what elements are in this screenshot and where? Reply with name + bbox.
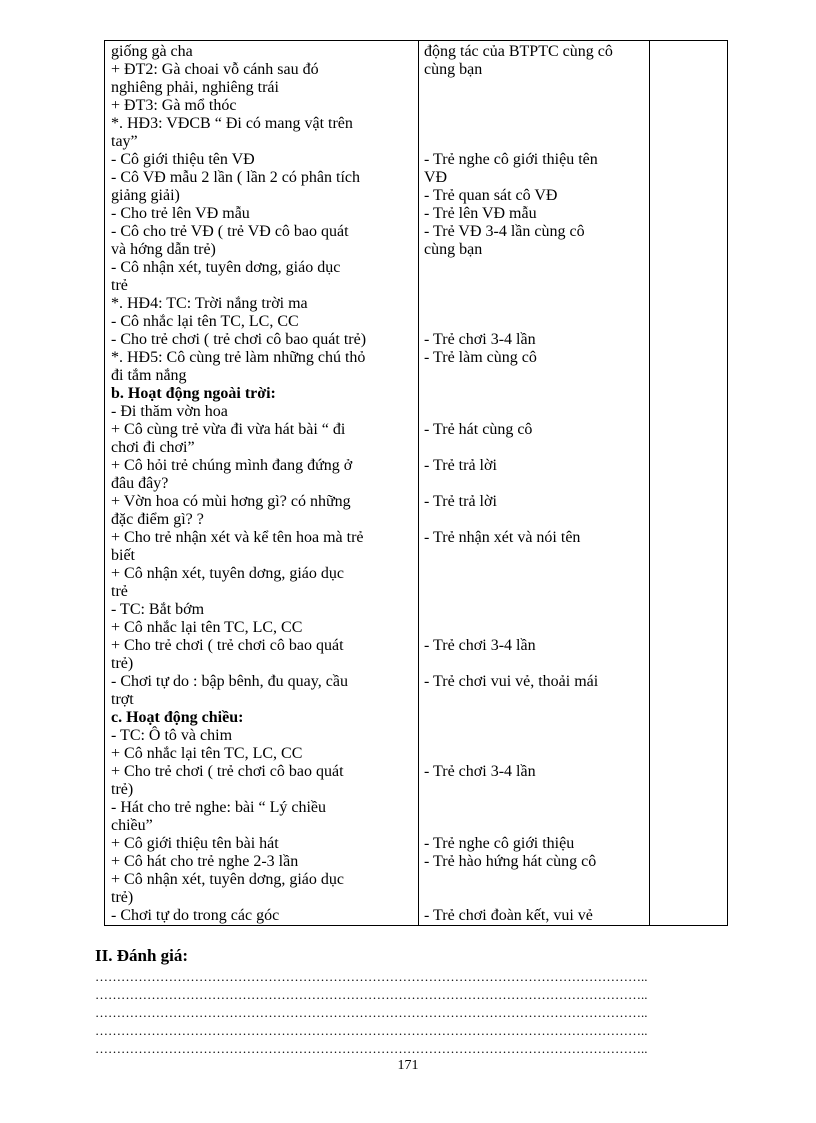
activity-line: trẻ) (111, 781, 134, 798)
activity-line: + Vờn hoa có mùi hơng gì? có những (111, 493, 351, 510)
child-activity-line: VĐ (424, 169, 448, 186)
activity-line: - Đi thăm vờn hoa (111, 403, 228, 420)
child-activity-line: cùng bạn (424, 61, 483, 78)
child-activity-line: - Trẻ VĐ 3-4 lần cùng cô (424, 223, 585, 240)
child-activity-line: - Trẻ làm cùng cô (424, 349, 537, 366)
activity-line: *. HĐ4: TC: Trời nắng trời ma (111, 295, 308, 312)
activity-line: đâu đây? (111, 475, 169, 492)
child-activity-line: - Trẻ lên VĐ mẫu (424, 205, 537, 222)
child-activities-column (418, 41, 650, 925)
child-activity-line: - Trẻ chơi đoàn kết, vui vẻ (424, 907, 593, 924)
child-activity-line: cùng bạn (424, 241, 483, 258)
activity-line: + Cho trẻ nhận xét và kể tên hoa mà trẻ (111, 529, 364, 546)
dotted-line: ……………………………………………………………………………………………………………….. (95, 1024, 648, 1038)
activity-line: giống gà cha (111, 43, 193, 60)
activity-line: + Cô nhận xét, tuyên dơng, giáo dục (111, 871, 344, 888)
activity-line: - Cô nhắc lại tên TC, LC, CC (111, 313, 299, 330)
activity-line: trẻ (111, 277, 128, 294)
activity-line: + Cô nhận xét, tuyên dơng, giáo dục (111, 565, 344, 582)
child-activity-line: - Trẻ trả lời (424, 493, 497, 510)
activity-line: chơi đi chơi” (111, 439, 195, 456)
activity-line: c. Hoạt động chiều: (111, 709, 244, 726)
activity-line: - TC: Bắt bớm (111, 601, 205, 618)
activity-line: - Cô cho trẻ VĐ ( trẻ VĐ cô bao quát (111, 223, 349, 240)
child-activity-line: - Trẻ chơi 3-4 lần (424, 763, 536, 780)
activity-line: + Cho trẻ chơi ( trẻ chơi cô bao quát (111, 763, 344, 780)
activities-column (105, 41, 419, 925)
activity-line: - Cho trẻ chơi ( trẻ chơi cô bao quát trẻ) (111, 331, 367, 348)
activity-line: + Cho trẻ chơi ( trẻ chơi cô bao quát (111, 637, 344, 654)
dotted-line: ……………………………………………………………………………………………………………….. (95, 1006, 648, 1020)
activity-line: - Cô nhận xét, tuyên dơng, giáo dục (111, 259, 341, 276)
activity-line: + Cô nhắc lại tên TC, LC, CC (111, 745, 303, 762)
child-activity-line: - Trẻ nghe cô giới thiệu (424, 835, 575, 852)
activity-line: trẻ) (111, 655, 134, 672)
activity-line: + Cô cùng trẻ vừa đi vừa hát bài “ đi (111, 421, 346, 438)
activity-line: - Cho trẻ lên VĐ mẫu (111, 205, 250, 222)
activity-line: nghiêng phải, nghiêng trái (111, 79, 279, 96)
child-activity-line: - Trẻ hát cùng cô (424, 421, 533, 438)
child-activity-line: - Trẻ hào hứng hát cùng cô (424, 853, 597, 870)
child-activity-line: - Trẻ nghe cô giới thiệu tên (424, 151, 598, 168)
activity-line: - Chơi tự do : bập bênh, đu quay, cầu (111, 673, 348, 690)
activity-line: *. HĐ5: Cô cùng trẻ làm những chú thỏ (111, 349, 366, 366)
activity-line: biết (111, 547, 135, 564)
activity-line: - Hát cho trẻ nghe: bài “ Lý chiều (111, 799, 327, 816)
child-activity-line: - Trẻ trả lời (424, 457, 497, 474)
activity-line: *. HĐ3: VĐCB “ Đi có mang vật trên (111, 115, 353, 132)
child-activity-line: - Trẻ chơi 3-4 lần (424, 637, 536, 654)
activity-line: + ĐT3: Gà mổ thóc (111, 97, 237, 114)
activity-line: - Chơi tự do trong các góc (111, 907, 280, 924)
activity-line: - TC: Ô tô và chim (111, 727, 233, 744)
dotted-line: ……………………………………………………………………………………………………………….. (95, 988, 648, 1002)
activity-line: giảng giải) (111, 187, 180, 204)
child-activity-line: - Trẻ chơi vui vẻ, thoải mái (424, 673, 599, 690)
page-number: 171 (397, 1058, 419, 1073)
activity-line: trẻ (111, 583, 128, 600)
activity-line: + Cô giới thiệu tên bài hát (111, 835, 279, 852)
activity-line: - Cô giới thiệu tên VĐ (111, 151, 255, 168)
child-activity-line: - Trẻ quan sát cô VĐ (424, 187, 558, 204)
child-activity-line: - Trẻ nhận xét và nói tên (424, 529, 581, 546)
lesson-plan-table (104, 40, 728, 926)
activity-line: + Cô hỏi trẻ chúng mình đang đứng ở (111, 457, 353, 474)
activity-line: đặc điểm gì? ? (111, 511, 204, 528)
activity-line: và hớng dẫn trẻ) (111, 241, 216, 258)
child-activity-line: - Trẻ chơi 3-4 lần (424, 331, 536, 348)
activity-line: tay” (111, 133, 138, 150)
notes-column (649, 41, 727, 925)
activity-line: + Cô nhắc lại tên TC, LC, CC (111, 619, 303, 636)
activity-line: b. Hoạt động ngoài trời: (111, 385, 276, 402)
dotted-line: ……………………………………………………………………………………………………………….. (95, 1042, 648, 1056)
evaluation-heading: II. Đánh giá: (95, 946, 189, 965)
activity-line: - Cô VĐ mẫu 2 lần ( lần 2 có phân tích (111, 169, 360, 186)
dotted-line: ……………………………………………………………………………………………………………….. (95, 970, 648, 984)
activity-line: trợt (111, 691, 134, 708)
activity-line: chiều” (111, 817, 153, 834)
activity-line: đi tắm nắng (111, 367, 187, 384)
child-activity-line: động tác của BTPTC cùng cô (424, 43, 613, 60)
activity-line: + ĐT2: Gà choai vỗ cánh sau đó (111, 61, 319, 78)
activity-line: + Cô hát cho trẻ nghe 2-3 lần (111, 853, 299, 870)
activity-line: trẻ) (111, 889, 134, 906)
